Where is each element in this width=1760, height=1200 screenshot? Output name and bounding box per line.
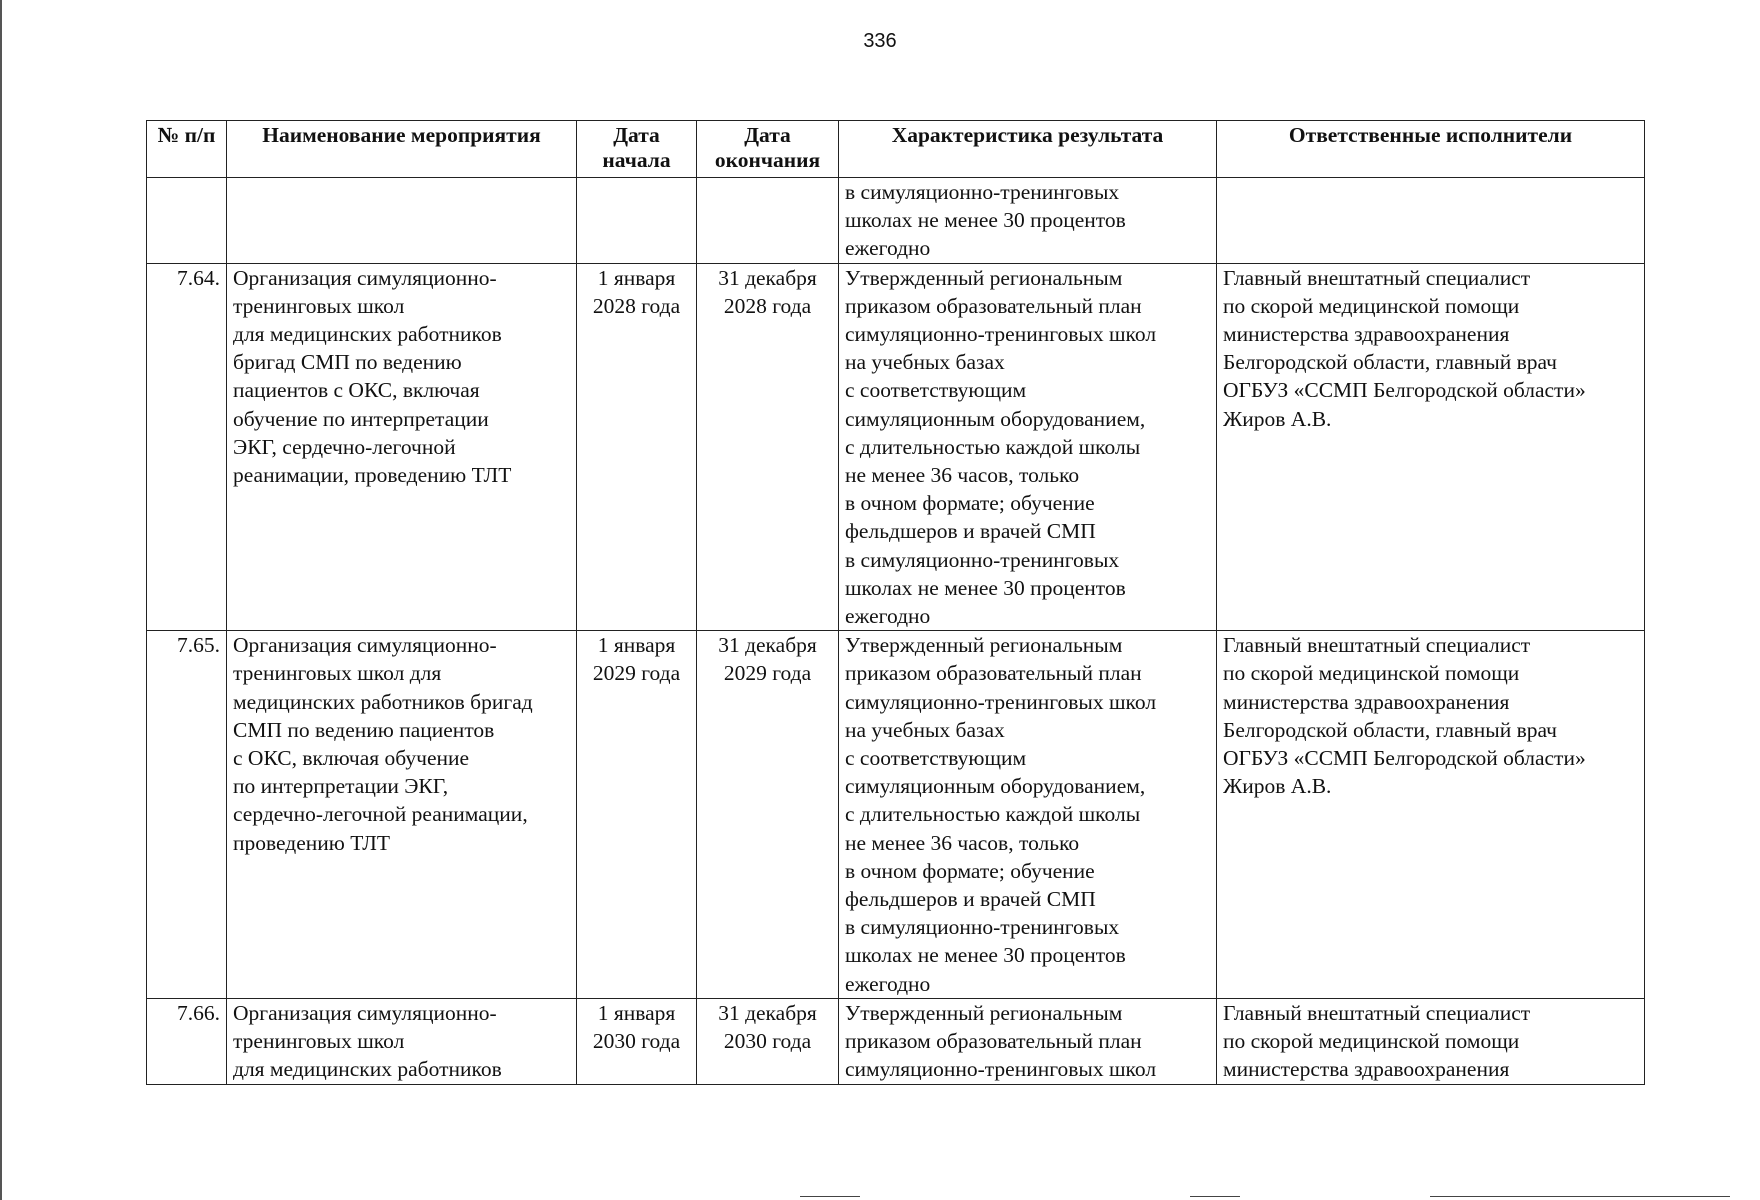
table-row [147,998,1645,1084]
header-start-date: Дата начала [577,121,697,178]
header-num: № п/п [147,121,227,178]
row-name: Организация симуляционно- тренинговых школ для медицинских работников бригад СМП по ведению пациентов с ОКС, включая обучение по интерпретации ЭКГ, сердечно-легочной реанимации, проведению ТЛТ [227,631,577,999]
row-name: Организация симуляционно- тренинговых школ для медицинских работников [227,998,577,1084]
row-start-date [577,178,697,264]
row-result: Утвержденный региональным приказом образовательный план симуляционно-тренинговых школ на учебных базах с соответствующим симуляционным оборудованием, с длительностью каждой школы не менее 36 часов, только в очном формате; обучение фельдшеров и врачей СМП в симуляционно-тренинговых школах не менее 30 процентов ежегодно [839,631,1217,999]
scan-mark [1190,1196,1240,1197]
scan-mark [1430,1196,1730,1197]
row-name [227,178,577,264]
row-num: 7.65. [147,631,227,999]
events-table [146,120,1645,1085]
table-row [147,631,1645,999]
row-num: 7.64. [147,263,227,631]
row-end-date: 31 декабря 2029 года [697,631,839,999]
row-result: Утвержденный региональным приказом образовательный план симуляционно-тренинговых школ [839,998,1217,1084]
table-row [147,263,1645,631]
table-header-row [147,121,1645,178]
row-end-date: 31 декабря 2030 года [697,998,839,1084]
row-start-date: 1 января 2030 года [577,998,697,1084]
row-responsible: Главный внештатный специалист по скорой медицинской помощи министерства здравоохранения [1217,998,1645,1084]
row-start-date: 1 января 2028 года [577,263,697,631]
header-result: Характеристика результата [839,121,1217,178]
row-start-date: 1 января 2029 года [577,631,697,999]
row-end-date: 31 декабря 2028 года [697,263,839,631]
row-num [147,178,227,264]
scan-edge [0,0,2,1200]
row-end-date [697,178,839,264]
scan-mark [800,1196,860,1197]
row-result: Утвержденный региональным приказом образовательный план симуляционно-тренинговых школ на учебных базах с соответствующим симуляционным оборудованием, с длительностью каждой школы не менее 36 часов, только в очном формате; обучение фельдшеров и врачей СМП в симуляционно-тренинговых школах не менее 30 процентов ежегодно [839,263,1217,631]
row-responsible [1217,178,1645,264]
row-responsible: Главный внештатный специалист по скорой медицинской помощи министерства здравоохранения Белгородской области, главный врач ОГБУЗ «ССМП Белгородской области» Жиров А.В. [1217,631,1645,999]
row-result: в симуляционно-тренинговых школах не менее 30 процентов ежегодно [839,178,1217,264]
table-row [147,178,1645,264]
header-responsible: Ответственные исполнители [1217,121,1645,178]
row-name: Организация симуляционно- тренинговых школ для медицинских работников бригад СМП по ведению пациентов с ОКС, включая обучение по интерпретации ЭКГ, сердечно-легочной реанимации, проведению ТЛТ [227,263,577,631]
row-responsible: Главный внештатный специалист по скорой медицинской помощи министерства здравоохранения Белгородской области, главный врач ОГБУЗ «ССМП Белгородской области» Жиров А.В. [1217,263,1645,631]
page-number: 336 [863,30,897,52]
row-num: 7.66. [147,998,227,1084]
header-end-date: Дата окончания [697,121,839,178]
header-name: Наименование мероприятия [227,121,577,178]
